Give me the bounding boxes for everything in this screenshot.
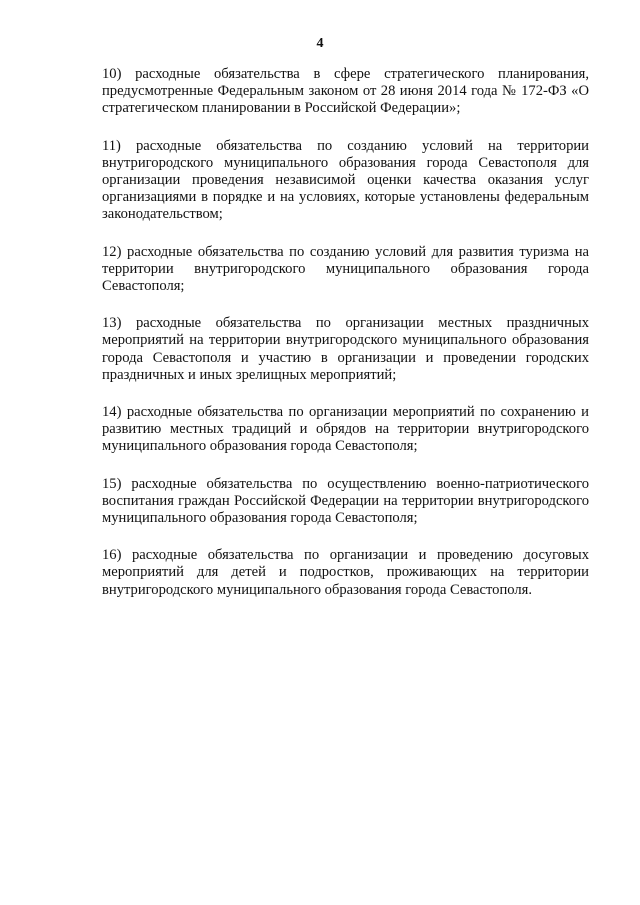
paragraph-item-12: 12) расходные обязательства по созданию условий для развития туризма на территории внутригородского муниципального образования города Севастополя; [102,243,589,295]
page-number: 4 [316,36,324,51]
document-body [102,66,589,619]
paragraph-item-14: 14) расходные обязательства по организации мероприятий по сохранению и развитию местных традиций и обрядов на территории внутригородского муниципального образования города Севастополя; [102,404,589,455]
paragraph-item-10: 10) расходные обязательства в сфере стратегического планирования, предусмотренные Федеральным законом от 28 июня 2014 года № 172-ФЗ «О стратегическом планировании в Российской Федерации»; [102,66,589,117]
paragraph-item-11: 11) расходные обязательства по созданию условий на территории внутригородского муниципального образования города Севастополя для организации проведения независимой оценки качества оказания услуг организациями в порядке и на условиях, которые установлены федеральным законодательством; [102,137,589,223]
paragraph-item-15: 15) расходные обязательства по осуществлению военно-патриотического воспитания граждан Российской Федерации на территории внутригородского муниципального образования города Севастополя; [102,475,589,527]
paragraph-item-16: 16) расходные обязательства по организации и проведению досуговых мероприятий для детей и подростков, проживающих на территории внутригородского муниципального образования города Севастополя. [102,547,589,598]
paragraph-item-13: 13) расходные обязательства по организации местных праздничных мероприятий на территории внутригородского муниципального образования города Севастополя и участию в организации и проведении городских праздничных и иных зрелищных мероприятий; [102,315,589,383]
